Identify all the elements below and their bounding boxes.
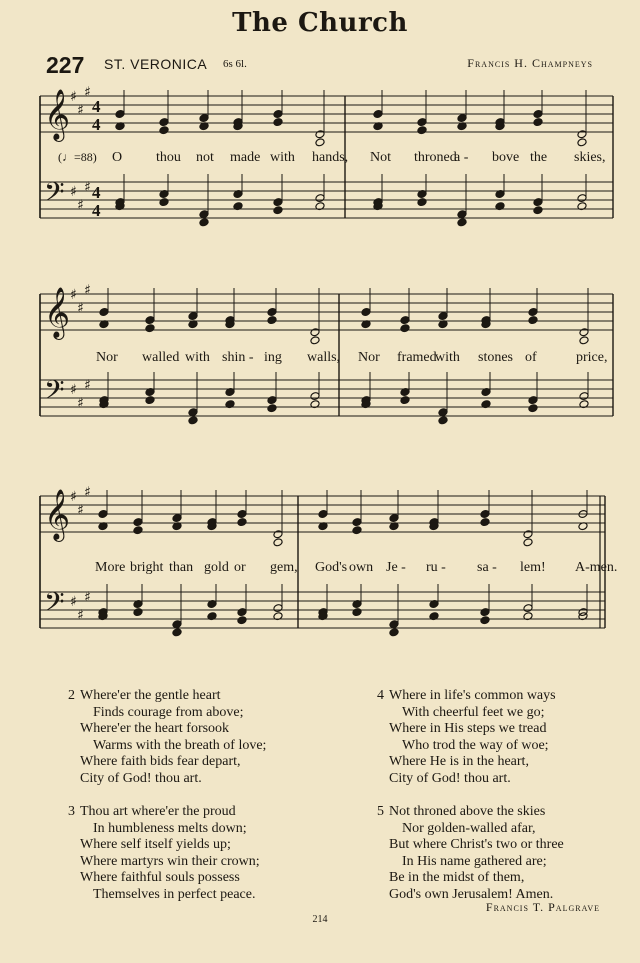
lyric-syllable: skies,: [574, 150, 606, 165]
time-signature: 4: [92, 183, 101, 202]
bass-clef-icon: 𝄢: [44, 374, 65, 412]
sharp-icon: ♯: [77, 102, 84, 119]
stanza-number: 3: [68, 804, 75, 819]
stanza-line: Where He is in the heart,: [389, 754, 529, 770]
sharp-icon: ♯: [84, 589, 91, 606]
note-chord: [480, 490, 490, 625]
stanza-2: [68, 688, 267, 788]
note-chord: [579, 288, 589, 409]
lyric-syllable: not: [196, 150, 214, 165]
lyric-syllable: made: [230, 150, 261, 165]
stanza-line: But where Christ's two or three: [389, 837, 564, 853]
sharp-icon: ♯: [70, 287, 77, 303]
note-chord: [417, 90, 427, 207]
lyric-syllable: ru -: [426, 560, 446, 575]
stanza-line: City of God! thou art.: [389, 770, 511, 786]
bass-clef-icon: 𝄢: [44, 176, 65, 214]
lyric-syllable: Nor: [358, 350, 380, 365]
stanza-5: [377, 804, 564, 904]
stanza-number: 5: [377, 804, 384, 819]
lyric-syllable: throned: [414, 150, 457, 165]
stanza-line: Where self itself yields up;: [80, 837, 231, 853]
time-signature: 4: [92, 201, 101, 220]
sharp-icon: ♯: [84, 179, 91, 196]
bass-clef-icon: 𝄢: [44, 586, 65, 624]
music-author: Francis H. Champneys: [467, 56, 593, 70]
lyric-syllable: Not: [370, 150, 391, 165]
lyric-syllable: bove: [492, 150, 520, 165]
sharp-icon: ♯: [70, 89, 77, 105]
treble-clef-icon: 𝄞: [44, 489, 71, 540]
note-chord: [237, 490, 247, 625]
section-title: The Church: [232, 8, 408, 38]
sharp-icon: ♯: [70, 382, 77, 398]
time-signature: 4: [92, 97, 101, 116]
stanza-line: In humbleness melts down;: [93, 820, 247, 836]
tune-name: ST. VERONICA: [104, 56, 208, 72]
note-chord: [159, 90, 169, 207]
sharp-icon: ♯: [77, 300, 84, 317]
stanza-line: Thou art where'er the proud: [80, 804, 236, 819]
note-chord: [352, 490, 362, 617]
lyric-syllable: More: [95, 560, 126, 575]
sharp-icon: ♯: [84, 377, 91, 394]
lyric-syllable: a -: [454, 150, 469, 165]
bass-staff: [40, 586, 605, 628]
lyric-syllable: with: [270, 150, 295, 165]
stanza-line: Where martyrs win their crown;: [80, 853, 260, 869]
treble-clef-icon: 𝄞: [44, 89, 71, 140]
lyric-syllable: framed: [397, 350, 437, 365]
note-chord: [310, 288, 320, 409]
stanza-line: Where in life's common ways: [389, 688, 556, 703]
treble-clef-icon: 𝄞: [44, 287, 71, 338]
lyric-syllable: the: [530, 150, 548, 165]
lyric-syllable: with: [185, 350, 210, 365]
bass-staff: [40, 176, 613, 220]
sharp-icon: ♯: [77, 197, 84, 214]
lyric-syllable: thou: [156, 150, 181, 165]
treble-staff: [40, 85, 613, 143]
lyric-syllable: hands,: [312, 150, 349, 165]
lyric-syllable: gem,: [270, 560, 298, 575]
stanza-line: God's own Jerusalem! Amen.: [389, 886, 554, 902]
sharp-icon: ♯: [77, 502, 84, 519]
lyric-syllable: own: [349, 560, 374, 575]
note-chord: [145, 288, 155, 405]
stanza-line: With cheerful feet we go;: [402, 704, 545, 720]
stanza-line: Where in His steps we tread: [389, 721, 547, 737]
lyric-syllable: Je -: [386, 560, 406, 575]
stanza-4: [377, 688, 556, 788]
stanza-line: In His name gathered are;: [402, 853, 547, 869]
lyric-syllable: price,: [576, 350, 608, 365]
stanza-3: [68, 804, 260, 904]
lyric-syllable: gold: [204, 560, 229, 575]
stanza-line: Where'er the gentle heart: [80, 688, 221, 703]
note-chord: [481, 288, 491, 409]
stanza-number: 2: [68, 688, 75, 703]
note-chord: [225, 288, 235, 409]
sharp-icon: ♯: [84, 484, 91, 501]
page-number: 214: [312, 914, 328, 925]
note-chord: [133, 490, 143, 617]
tempo-marking: (♩=88): [58, 150, 97, 164]
lyric-syllable: with: [435, 350, 460, 365]
stanza-line: Nor golden-walled afar,: [402, 820, 536, 836]
hymn-number: 227: [46, 52, 85, 78]
stanza-line: Who trod the way of woe;: [402, 737, 549, 753]
stanza-line: Not throned above the skies: [389, 804, 546, 819]
sharp-icon: ♯: [84, 282, 91, 299]
lyric-syllable: ing: [264, 350, 282, 365]
sharp-icon: ♯: [77, 395, 84, 412]
lyric-syllable: of: [525, 350, 537, 365]
note-chord: [400, 288, 410, 405]
meter: 6s 6l.: [223, 58, 247, 70]
lyric-syllable: or: [234, 560, 246, 575]
lyric-syllable: O: [112, 150, 123, 165]
lyric-syllable: A-men.: [575, 560, 618, 575]
lyric-syllable: shin -: [222, 350, 254, 365]
stanza-line: Be in the midst of them,: [389, 870, 525, 886]
text-author: Francis T. Palgrave: [485, 900, 600, 914]
time-signature: 4: [92, 115, 101, 134]
treble-staff: [40, 283, 613, 341]
sharp-icon: ♯: [70, 489, 77, 505]
lyric-syllable: God's: [315, 560, 348, 575]
bass-staff: [40, 374, 613, 416]
stanza-line: Where'er the heart forsook: [80, 721, 230, 737]
sharp-icon: ♯: [70, 594, 77, 610]
note-chord: [361, 288, 371, 409]
lyric-syllable: bright: [130, 560, 164, 575]
lyric-syllable: than: [169, 560, 194, 575]
sharp-icon: ♯: [77, 607, 84, 624]
stanza-line: Finds courage from above;: [93, 704, 244, 720]
sharp-icon: ♯: [70, 184, 77, 200]
lyric-syllable: Nor: [96, 350, 118, 365]
stanza-line: City of God! thou art.: [80, 770, 202, 786]
sharp-icon: ♯: [84, 84, 91, 101]
lyric-syllable: stones: [478, 350, 513, 365]
lyric-syllable: walls,: [307, 350, 341, 365]
lyric-syllable: lem!: [520, 560, 546, 575]
lyric-syllable: walled: [142, 350, 180, 365]
lyric-syllable: sa -: [477, 560, 497, 575]
note-chord: [99, 288, 109, 409]
stanza-number: 4: [377, 688, 384, 703]
stanza-line: Warms with the breath of love;: [93, 737, 267, 753]
stanza-line: Where faith bids fear depart,: [80, 754, 241, 770]
stanza-line: Where faithful souls possess: [80, 870, 240, 886]
stanza-line: Themselves in perfect peace.: [93, 886, 256, 902]
